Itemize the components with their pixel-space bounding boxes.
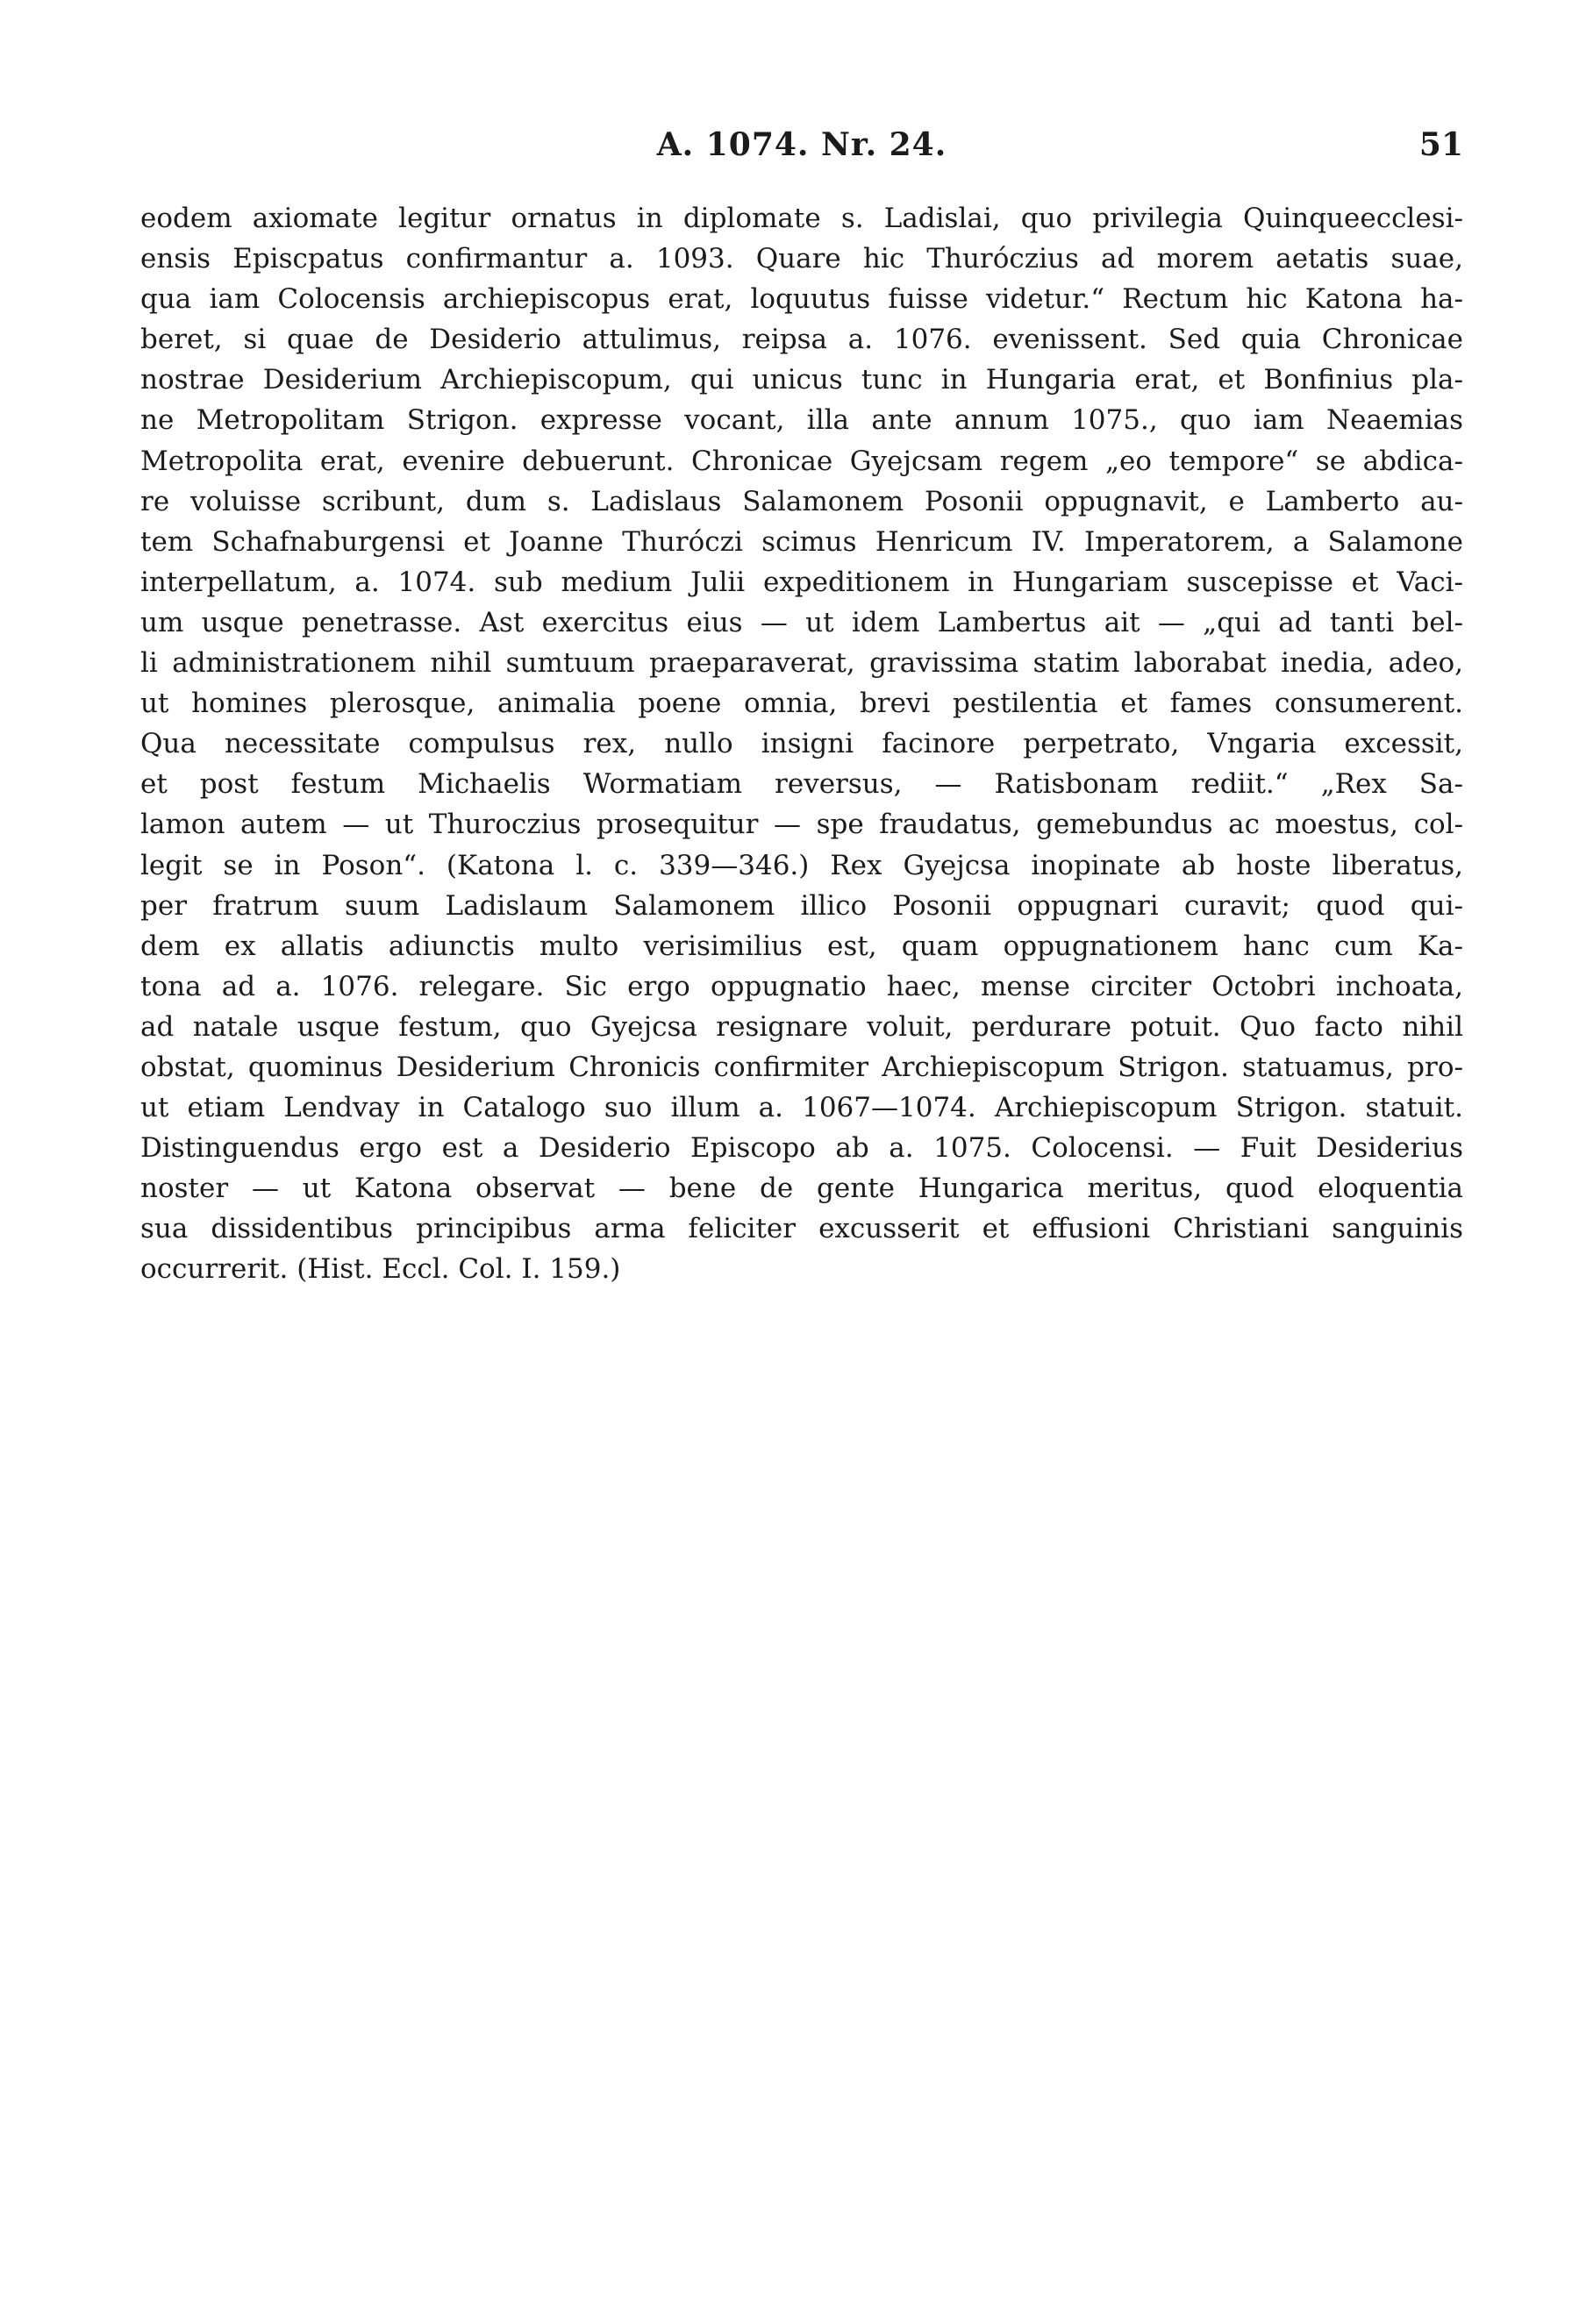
text-line: sua dissidentibus principibus arma feliciter excusserit et effusioni Christiani sanguinis	[140, 1213, 1463, 1245]
text-line: nostrae Desiderium Archiepiscopum, qui unicus tunc in Hungaria erat, et Bonfinius pla-	[140, 364, 1463, 396]
text-line: ut homines plerosque, animalia poene omnia, brevi pestilentia et fames consumerent.	[140, 688, 1463, 720]
page-number: 51	[1418, 126, 1463, 163]
text-line: legit se in Poson“. (Katona l. c. 339—346.) Rex Gyejcsa inopinate ab hoste liberatus,	[140, 849, 1463, 881]
running-head: A. 1074. Nr. 24.	[656, 126, 947, 163]
text-line: beret, si quae de Desiderio attulimus, reipsa a. 1076. evenissent. Sed quia Chronicae	[140, 324, 1463, 356]
text-line: Qua necessitate compulsus rex, nullo insigni facinore perpetrato, Vngaria excessit,	[140, 728, 1463, 760]
text-line: occurrerit. (Hist. Eccl. Col. I. 159.)	[140, 1253, 621, 1286]
text-line: obstat, quominus Desiderium Chronicis confirmiter Archiepiscopum Strigon. statuamus, pro-	[140, 1051, 1463, 1083]
text-line: tem Schafnaburgensi et Joanne Thuróczi scimus Henricum IV. Imperatorem, a Salamone	[140, 525, 1463, 558]
text-line: interpellatum, a. 1074. sub medium Julii expeditionem in Hungariam suscepisse et Vaci-	[140, 566, 1463, 598]
text-line: dem ex allatis adiunctis multo verisimilius est, quam oppugnationem hanc cum Ka-	[140, 930, 1463, 962]
text-line: ne Metropolitam Strigon. expresse vocant, illa ante annum 1075., quo iam Neaemias	[140, 404, 1463, 437]
page-header	[140, 123, 1463, 167]
text-line: ad natale usque festum, quo Gyejcsa resignare voluit, perdurare potuit. Quo facto nihil	[140, 1010, 1463, 1043]
text-line: Metropolita erat, evenire debuerunt. Chronicae Gyejcsam regem „eo tempore“ se abdica-	[140, 445, 1463, 477]
text-line: tona ad a. 1076. relegare. Sic ergo oppugnatio haec, mense circiter Octobri inchoata,	[140, 970, 1463, 1002]
text-line: lamon autem — ut Thuroczius prosequitur — spe fraudatus, gemebundus ac moestus, col-	[140, 809, 1463, 841]
text-line: Distinguendus ergo est a Desiderio Episcopo ab a. 1075. Colocensi. — Fuit Desiderius	[140, 1132, 1463, 1165]
text-line: re voluisse scribunt, dum s. Ladislaus Salamonem Posonii oppugnavit, e Lamberto au-	[140, 485, 1463, 517]
body-text	[140, 198, 1463, 1290]
text-line: um usque penetrasse. Ast exercitus eius — ut idem Lambertus ait — „qui ad tanti bel-	[140, 606, 1463, 638]
text-line: noster — ut Katona observat — bene de gente Hungarica meritus, quod eloquentia	[140, 1173, 1463, 1205]
text-line: ensis Episcpatus confirmantur a. 1093. Quare hic Thuróczius ad morem aetatis suae,	[140, 243, 1463, 275]
text-line: per fratrum suum Ladislaum Salamonem illico Posonii oppugnari curavit; quod qui-	[140, 889, 1463, 922]
text-line: et post festum Michaelis Wormatiam reversus, — Ratisbonam rediit.“ „Rex Sa-	[140, 768, 1463, 801]
text-line: eodem axiomate legitur ornatus in diplomate s. Ladislai, quo privilegia Quinqueecclesi-	[140, 203, 1463, 234]
text-line: qua iam Colocensis archiepiscopus erat, loquutus fuisse videtur.“ Rectum hic Katona ha-	[140, 283, 1463, 316]
text-line: ut etiam Lendvay in Catalogo suo illum a. 1067—1074. Archiepiscopum Strigon. statuit.	[140, 1092, 1463, 1124]
text-line: li administrationem nihil sumtuum praeparaverat, gravissima statim laborabat inedia, adeo,	[140, 647, 1463, 680]
